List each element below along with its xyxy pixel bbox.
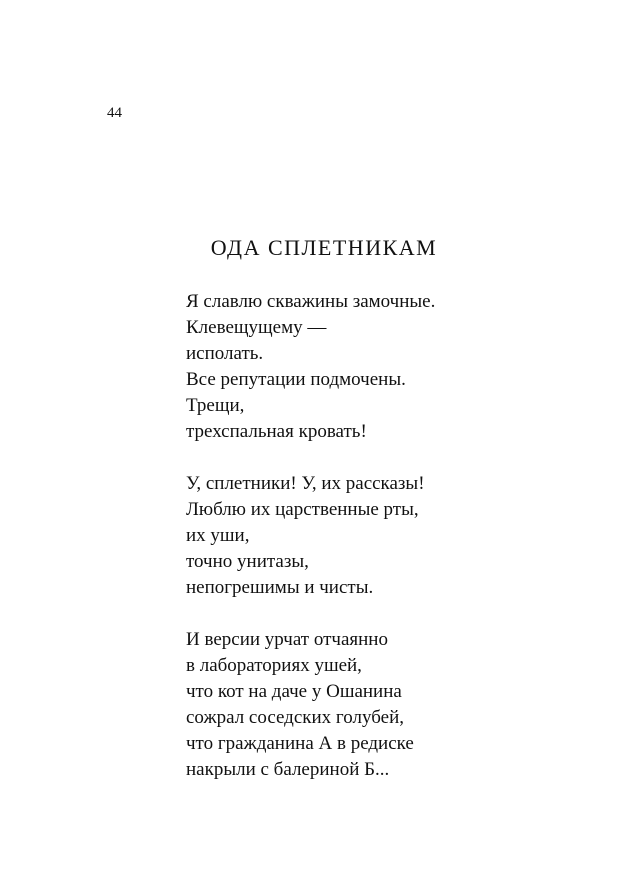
- stanza-2: [186, 471, 586, 601]
- poem-line: непогрешимы и чисты.: [186, 577, 374, 598]
- poem-line: трехспальная кровать!: [186, 421, 367, 442]
- poem-line: накрыли с балериной Б...: [186, 759, 390, 780]
- poem-line: в лабораториях ушей,: [186, 655, 362, 676]
- poem-line: Все репутации подмочены.: [186, 369, 406, 390]
- poem-line: Я славлю скважины замочные.: [186, 291, 436, 312]
- poem-line: Трещи,: [186, 395, 245, 416]
- page-number: 44: [107, 105, 122, 121]
- poem-line: сожрал соседских голубей,: [186, 707, 404, 728]
- poem-body: [186, 289, 586, 783]
- poem-line: И версии урчат отчаянно: [186, 629, 388, 650]
- poem-line: Люблю их царственные рты,: [186, 499, 419, 520]
- stanza-3: [186, 627, 586, 783]
- stanza-1: [186, 289, 586, 445]
- poem-line: Клевещущему —: [186, 317, 327, 338]
- poem-line: точно унитазы,: [186, 551, 309, 572]
- poem-line: что гражданина А в редиске: [186, 733, 414, 754]
- poem-line: исполать.: [186, 343, 264, 364]
- poem-title: ОДА СПЛЕТНИКАМ: [210, 235, 438, 260]
- poem-line: что кот на даче у Ошанина: [186, 681, 402, 702]
- poem-line: их уши,: [186, 525, 250, 546]
- poem-line: У, сплетники! У, их рассказы!: [186, 473, 425, 494]
